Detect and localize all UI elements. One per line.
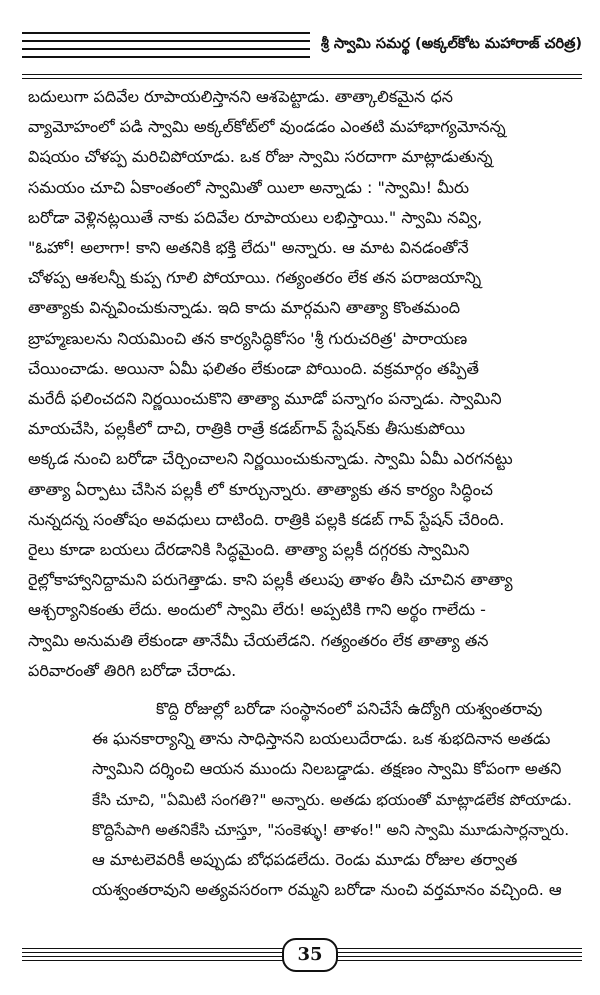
text-line: రైల్లోకాహ్వానిద్దామని పరుగెత్తాడు. కాని పల్లకీ తలుపు తాళం తీసి చూచిన తాత్యా: [28, 570, 513, 590]
text-line: బదులుగా పదివేల రూపాయలిస్తానని ఆశపెట్టాడు. తాత్కాలికమైన ధన: [28, 87, 454, 106]
text-line: విషయం చోళప్ప మరిచిపోయాడు. ఒక రోజు స్వామి సరదాగా మాట్లాడుతున్న: [28, 147, 493, 167]
text-line: ఈ ఘనకార్యాన్ని తాను సాధిస్తానని బయలుదేరాడు. ఒక శుభదినాన అతడు: [92, 729, 551, 749]
header-underline: [22, 78, 582, 79]
text-line: తాత్యా ఏర్పాటు చేసిన పల్లకీ లో కూర్చున్నారు. తాత్యాకు తన కార్యం సిద్ధించ: [28, 479, 493, 499]
text-line: ఆశ్చర్యానికంతు లేదు. అందులో స్వామి లేరు! అప్పటికి గాని అర్థం గాలేదు -: [28, 600, 486, 620]
header-rule: [22, 56, 310, 58]
text-line: కొద్ది రోజుల్లో బరోడా సంస్థానంలో పనిచేసే ఉద్యోగి యశ్వంతరావు: [156, 699, 543, 719]
header-rule: [22, 32, 310, 34]
paragraph-2: [28, 694, 580, 905]
text-line: యశ్వంతరావుని అత్యవసరంగా రమ్మని బరోడా నుంచి వర్తమానం వచ్చింది. ఆ: [92, 880, 562, 900]
text-line: వ్యామోహంలో పడి స్వామి అక్కల్‌కోట్‌లో వుండడం ఎంతటి మహాభాగ్యమోనన్న: [28, 117, 506, 137]
text-line: నున్నదన్న సంతోషం అవధులు దాటింది. రాత్రికి పల్లకి కడబ్ గావ్ స్టేషన్ చేరింది.: [28, 509, 505, 529]
text-line: తాత్యాకు విన్నవించుకున్నాడు. ఇది కాదు మార్గమని తాత్యా కొంతమంది: [28, 298, 461, 318]
text-line: చోళప్ప ఆశలన్నీ కుప్ప గూలి పోయాయి. గత్యంతరం లేక తన పరాజయాన్ని: [28, 268, 482, 288]
header-underline: [22, 74, 582, 75]
text-line: కేసి చూచి, "ఏమిటి సంగతి?" అన్నారు. అతడు భయంతో మాట్లాడలేక పోయాడు.: [92, 790, 572, 809]
page-footer: [22, 938, 582, 974]
text-line: బరోడా వెళ్లినట్లయితే నాకు పదివేల రూపాయలు లభిస్తాయి." స్వామి నవ్వి,: [28, 207, 483, 227]
text-line: కొద్దిసేపాగి అతనికేసి చూస్తూ, "సంకెళ్ళు! తాళం!" అని స్వామి మూడుసార్లన్నారు.: [92, 820, 570, 839]
text-line: అక్కడ నుంచి బరోడా చేర్చించాలని నిర్ణయించుకున్నాడు. స్వామి ఏమీ ఎరగనట్టు: [28, 449, 513, 469]
text-line: రైలు కూడా బయలు దేరడానికి సిద్ధమైంది. తాత్యా పల్లకీ దగ్గరకు స్వామిని: [28, 540, 470, 560]
header-rule: [22, 48, 310, 50]
page-header: [22, 28, 582, 68]
page-body: [28, 82, 580, 905]
text-line: పరివారంతో తిరిగి బరోడా చేరాడు.: [28, 660, 237, 680]
page-number: 35: [282, 938, 338, 972]
header-rule: [22, 40, 310, 42]
text-line: చేయించాడు. అయినా ఏమీ ఫలితం లేకుండా పోయింది. వక్రమార్గం తప్పితే: [28, 358, 480, 378]
text-line: మరేదీ ఫలించదని నిర్ణయించుకొని తాత్యా మూడో పన్నాగం పన్నాడు. స్వామిని: [28, 389, 502, 409]
text-line: బ్రాహ్మణులను నియమించి తన కార్యసిద్ధికోసం 'శ్రీ గురుచరిత్ర' పారాయణ: [28, 328, 468, 348]
text-line: స్వామిని దర్శించి ఆయన ముందు నిలబడ్డాడు. తక్షణం స్వామి కోపంగా అతని: [92, 759, 562, 779]
text-line: "ఓహో! అలాగా! కాని అతనికి భక్తి లేదు" అన్నారు. ఆ మాట వినడంతోనే: [28, 238, 469, 258]
text-line: స్వామి అనుమతి లేకుండా తానేమీ చేయలేడని. గత్యంతరం లేక తాత్యా తన: [28, 630, 489, 650]
running-title: శ్రీ స్వామి సమర్థ (అక్కల్‌కోట మహారాజ్ చరిత్ర): [320, 36, 582, 52]
paragraph-1: [28, 82, 580, 686]
text-line: సమయం చూచి ఏకాంతంలో స్వామితో యిలా అన్నాడు : "స్వామి! మీరు: [28, 177, 470, 197]
text-line: ఆ మాటలెవరికీ అప్పుడు బోధపడలేదు. రెండు మూడు రోజుల తర్వాత: [92, 850, 518, 870]
text-line: మాయచేసి, పల్లకీలో దాచి, రాత్రికి రాత్రే కడబ్‌గావ్ స్టేషన్‌కు తీసుకుపోయి: [28, 419, 466, 439]
